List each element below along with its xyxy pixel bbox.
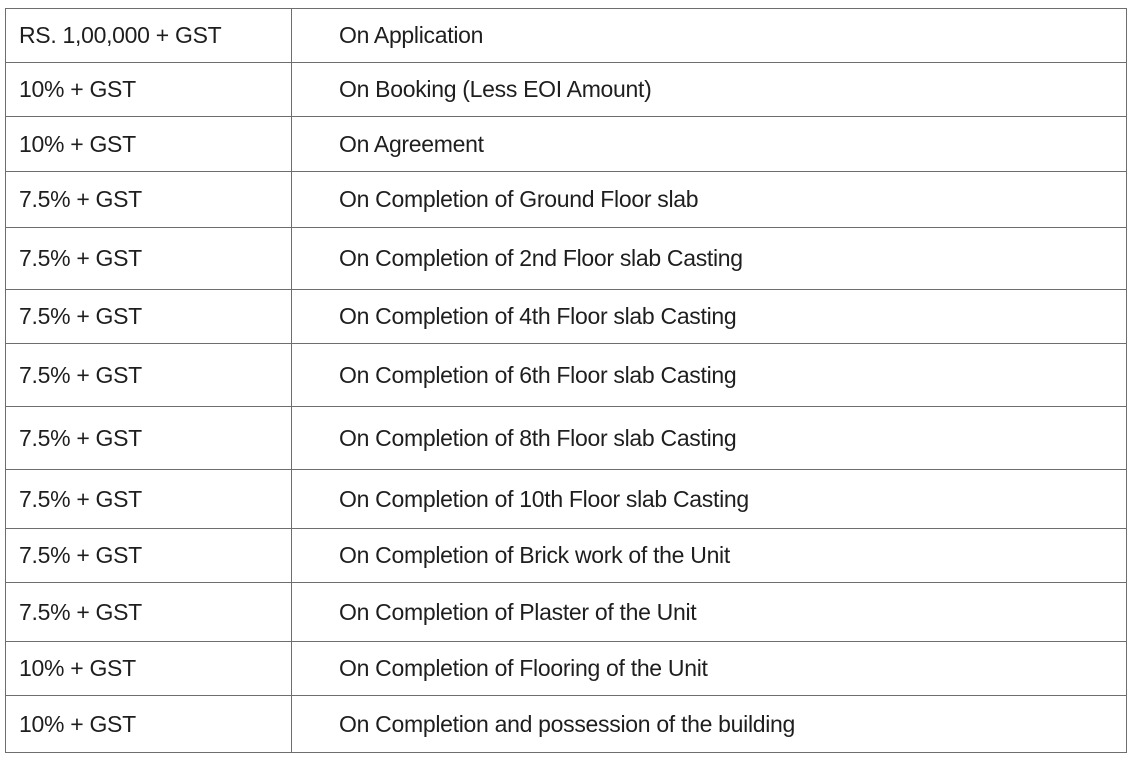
table-row — [6, 642, 1127, 696]
payment-stage-cell: On Completion of 4th Floor slab Casting — [292, 290, 1127, 344]
payment-stage-cell: On Completion of 6th Floor slab Casting — [292, 344, 1127, 407]
table-row — [6, 344, 1127, 407]
payment-amount-cell: 7.5% + GST — [6, 583, 292, 642]
payment-amount-cell: 7.5% + GST — [6, 407, 292, 470]
payment-amount-cell: 10% + GST — [6, 642, 292, 696]
table-row — [6, 117, 1127, 172]
payment-amount-cell: 10% + GST — [6, 117, 292, 172]
payment-stage-cell: On Completion of 8th Floor slab Casting — [292, 407, 1127, 470]
table-row — [6, 470, 1127, 529]
table-row — [6, 529, 1127, 583]
payment-amount-cell: 7.5% + GST — [6, 529, 292, 583]
payment-schedule-table — [5, 8, 1127, 753]
table-row — [6, 290, 1127, 344]
table-row — [6, 696, 1127, 753]
payment-amount-cell: 7.5% + GST — [6, 172, 292, 228]
payment-amount-cell: 10% + GST — [6, 696, 292, 753]
payment-stage-cell: On Completion of 10th Floor slab Casting — [292, 470, 1127, 529]
table-row — [6, 228, 1127, 290]
payment-stage-cell: On Completion of Ground Floor slab — [292, 172, 1127, 228]
payment-stage-cell: On Application — [292, 9, 1127, 63]
payment-stage-cell: On Booking (Less EOI Amount) — [292, 63, 1127, 117]
payment-stage-cell: On Completion of Flooring of the Unit — [292, 642, 1127, 696]
payment-amount-cell: 7.5% + GST — [6, 290, 292, 344]
table-row — [6, 63, 1127, 117]
payment-amount-cell: 7.5% + GST — [6, 344, 292, 407]
payment-stage-cell: On Completion of Plaster of the Unit — [292, 583, 1127, 642]
payment-schedule-body — [6, 9, 1127, 753]
payment-stage-cell: On Completion of 2nd Floor slab Casting — [292, 228, 1127, 290]
table-row — [6, 583, 1127, 642]
payment-amount-cell: 10% + GST — [6, 63, 292, 117]
table-row — [6, 172, 1127, 228]
payment-amount-cell: RS. 1,00,000 + GST — [6, 9, 292, 63]
table-row — [6, 407, 1127, 470]
payment-stage-cell: On Completion of Brick work of the Unit — [292, 529, 1127, 583]
payment-stage-cell: On Completion and possession of the building — [292, 696, 1127, 753]
table-row — [6, 9, 1127, 63]
payment-amount-cell: 7.5% + GST — [6, 228, 292, 290]
payment-amount-cell: 7.5% + GST — [6, 470, 292, 529]
payment-stage-cell: On Agreement — [292, 117, 1127, 172]
